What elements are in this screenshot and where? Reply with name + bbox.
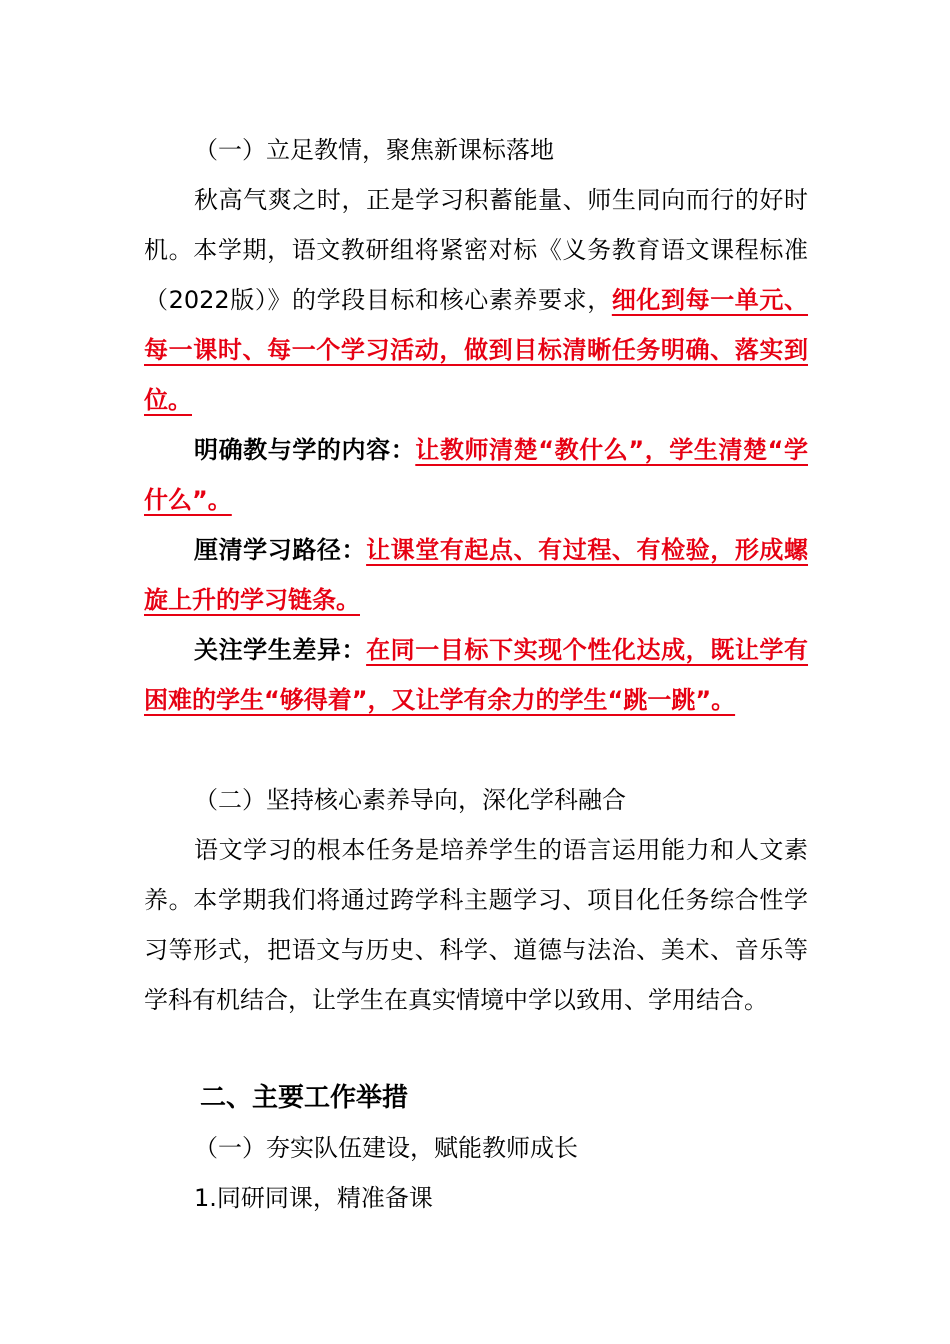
section-title-1-2: （二）坚持核心素养导向，深化学科融合 [194, 786, 626, 814]
paragraph-integration: 语文学习的根本任务是培养学生的语言运用能力和人文素养。本学期我们将通过跨学科主题学习、项目化任务综合性学习等形式，把语文与历史、科学、道德与法治、美术、音乐等学科有机结合，让学生在真实情境中学以致用、学用结合。 [144, 836, 808, 1014]
section-title-2-1: （一）夯实队伍建设，赋能教师成长 [194, 1134, 578, 1162]
item-red-text: 让课堂有起点、有过程、有检验，形成螺旋上升的学习链条。 [144, 536, 809, 614]
item-content-clarity [144, 425, 808, 525]
item-student-differences [144, 625, 808, 725]
paragraph-new-standard [144, 175, 808, 425]
list-item-1: 1.同研同课，精准备课 [194, 1184, 433, 1212]
item-label: 厘清学习路径： [194, 536, 367, 564]
section-title-1-1: （一）立足教情，聚焦新课标落地 [194, 136, 554, 164]
item-label: 明确教与学的内容： [194, 436, 416, 464]
item-red-text: 让教师清楚“教什么”，学生清楚“学什么”。 [144, 436, 808, 514]
section-heading-2: 二、主要工作举措 [200, 1083, 409, 1113]
paragraph-plain-text: 秋高气爽之时，正是学习积蓄能量、师生同向而行的好时机。本学期，语文教研组将紧密对标《义务教育语文课程标准（2022版）》的学段目标和核心素养要求， [144, 186, 808, 314]
paragraph-red-emphasis: 细化到每一单元、每一课时、每一个学习活动，做到目标清晰任务明确、落实到位。 [144, 286, 809, 414]
item-label: 关注学生差异： [194, 636, 367, 664]
item-learning-path [144, 525, 808, 625]
item-red-text: 在同一目标下实现个性化达成，既让学有困难的学生“够得着”，又让学有余力的学生“跳一跳”。 [144, 636, 809, 714]
